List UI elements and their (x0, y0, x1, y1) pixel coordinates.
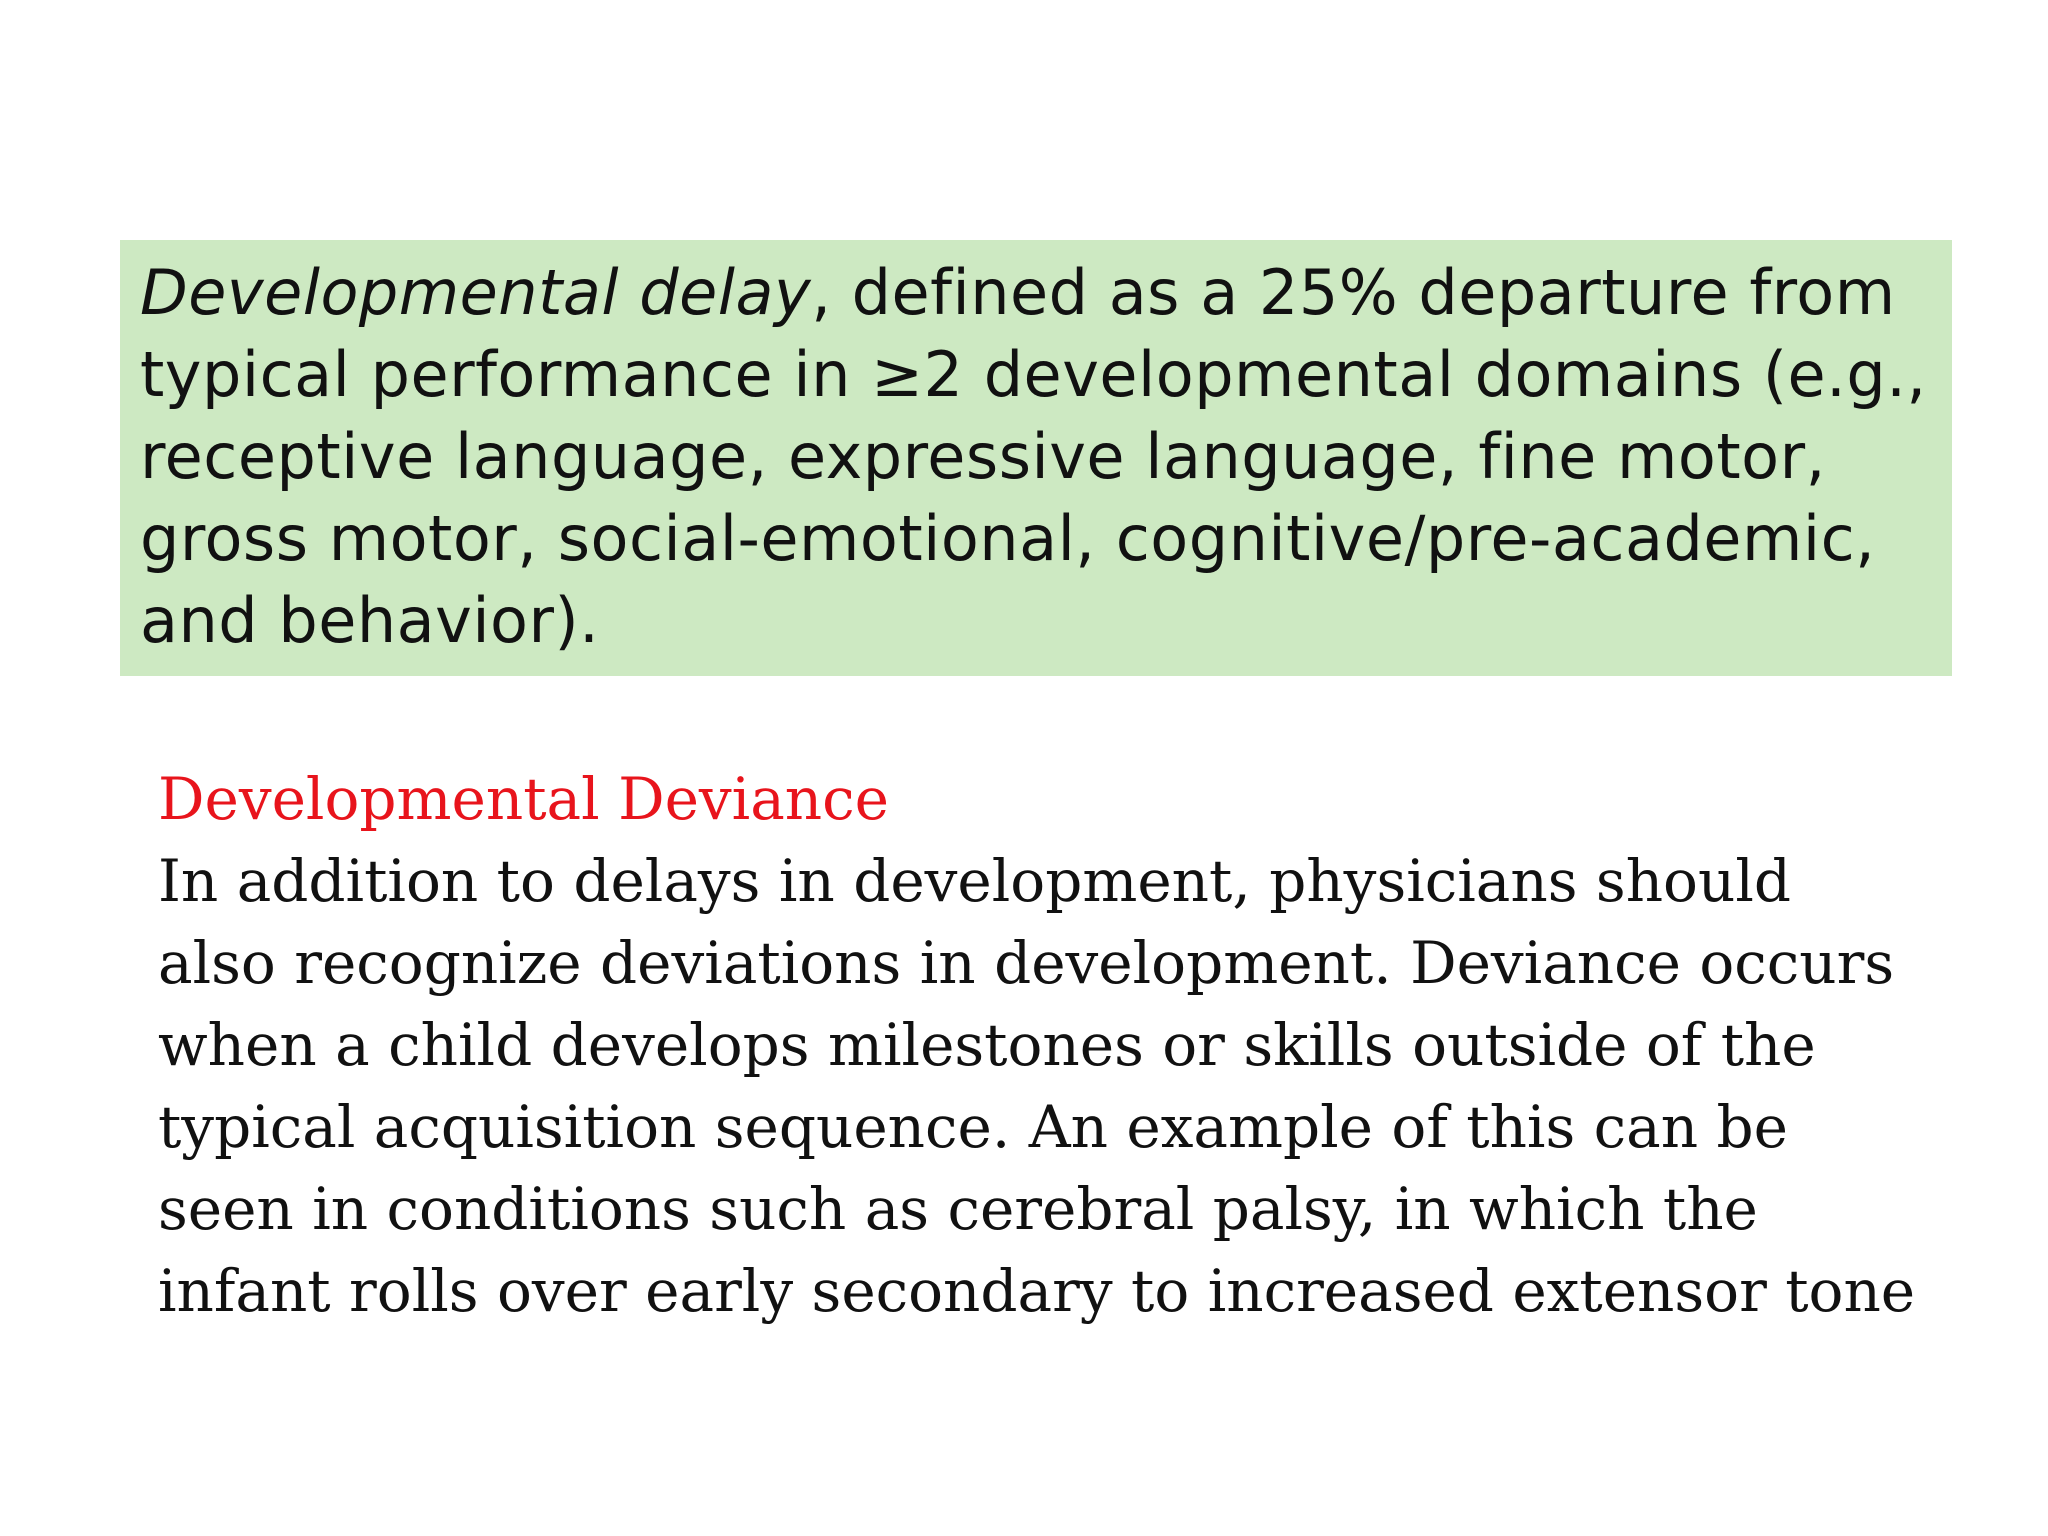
deviance-line-6: infant rolls over early secondary to increased extensor tone (158, 1257, 1916, 1325)
deviance-line-4: typical acquisition sequence. An example of this can be (158, 1093, 1788, 1161)
deviance-line-3: when a child develops milestones or skills outside of the (158, 1011, 1816, 1079)
definition-box (120, 240, 1952, 676)
deviance-line-5: seen in conditions such as cerebral palsy, in which the (158, 1175, 1758, 1243)
deviance-block (158, 758, 2018, 1332)
definition-line-5: and behavior). (140, 584, 600, 657)
definition-line-4: gross motor, social-emotional, cognitive/pre-academic, (140, 502, 1876, 575)
deviance-heading: Developmental Deviance (158, 765, 889, 833)
deviance-line-2: also recognize deviations in development. Deviance occurs (158, 929, 1895, 997)
definition-term: Developmental delay (140, 256, 812, 329)
definition-text (140, 252, 1932, 662)
definition-line-1: , defined as a 25% departure from (811, 256, 1896, 329)
deviance-line-1: In addition to delays in development, physicians should (158, 847, 1792, 915)
definition-line-3: receptive language, expressive language, fine motor, (140, 420, 1826, 493)
definition-line-2: typical performance in ≥2 developmental domains (e.g., (140, 338, 1927, 411)
deviance-body (158, 840, 2018, 1332)
